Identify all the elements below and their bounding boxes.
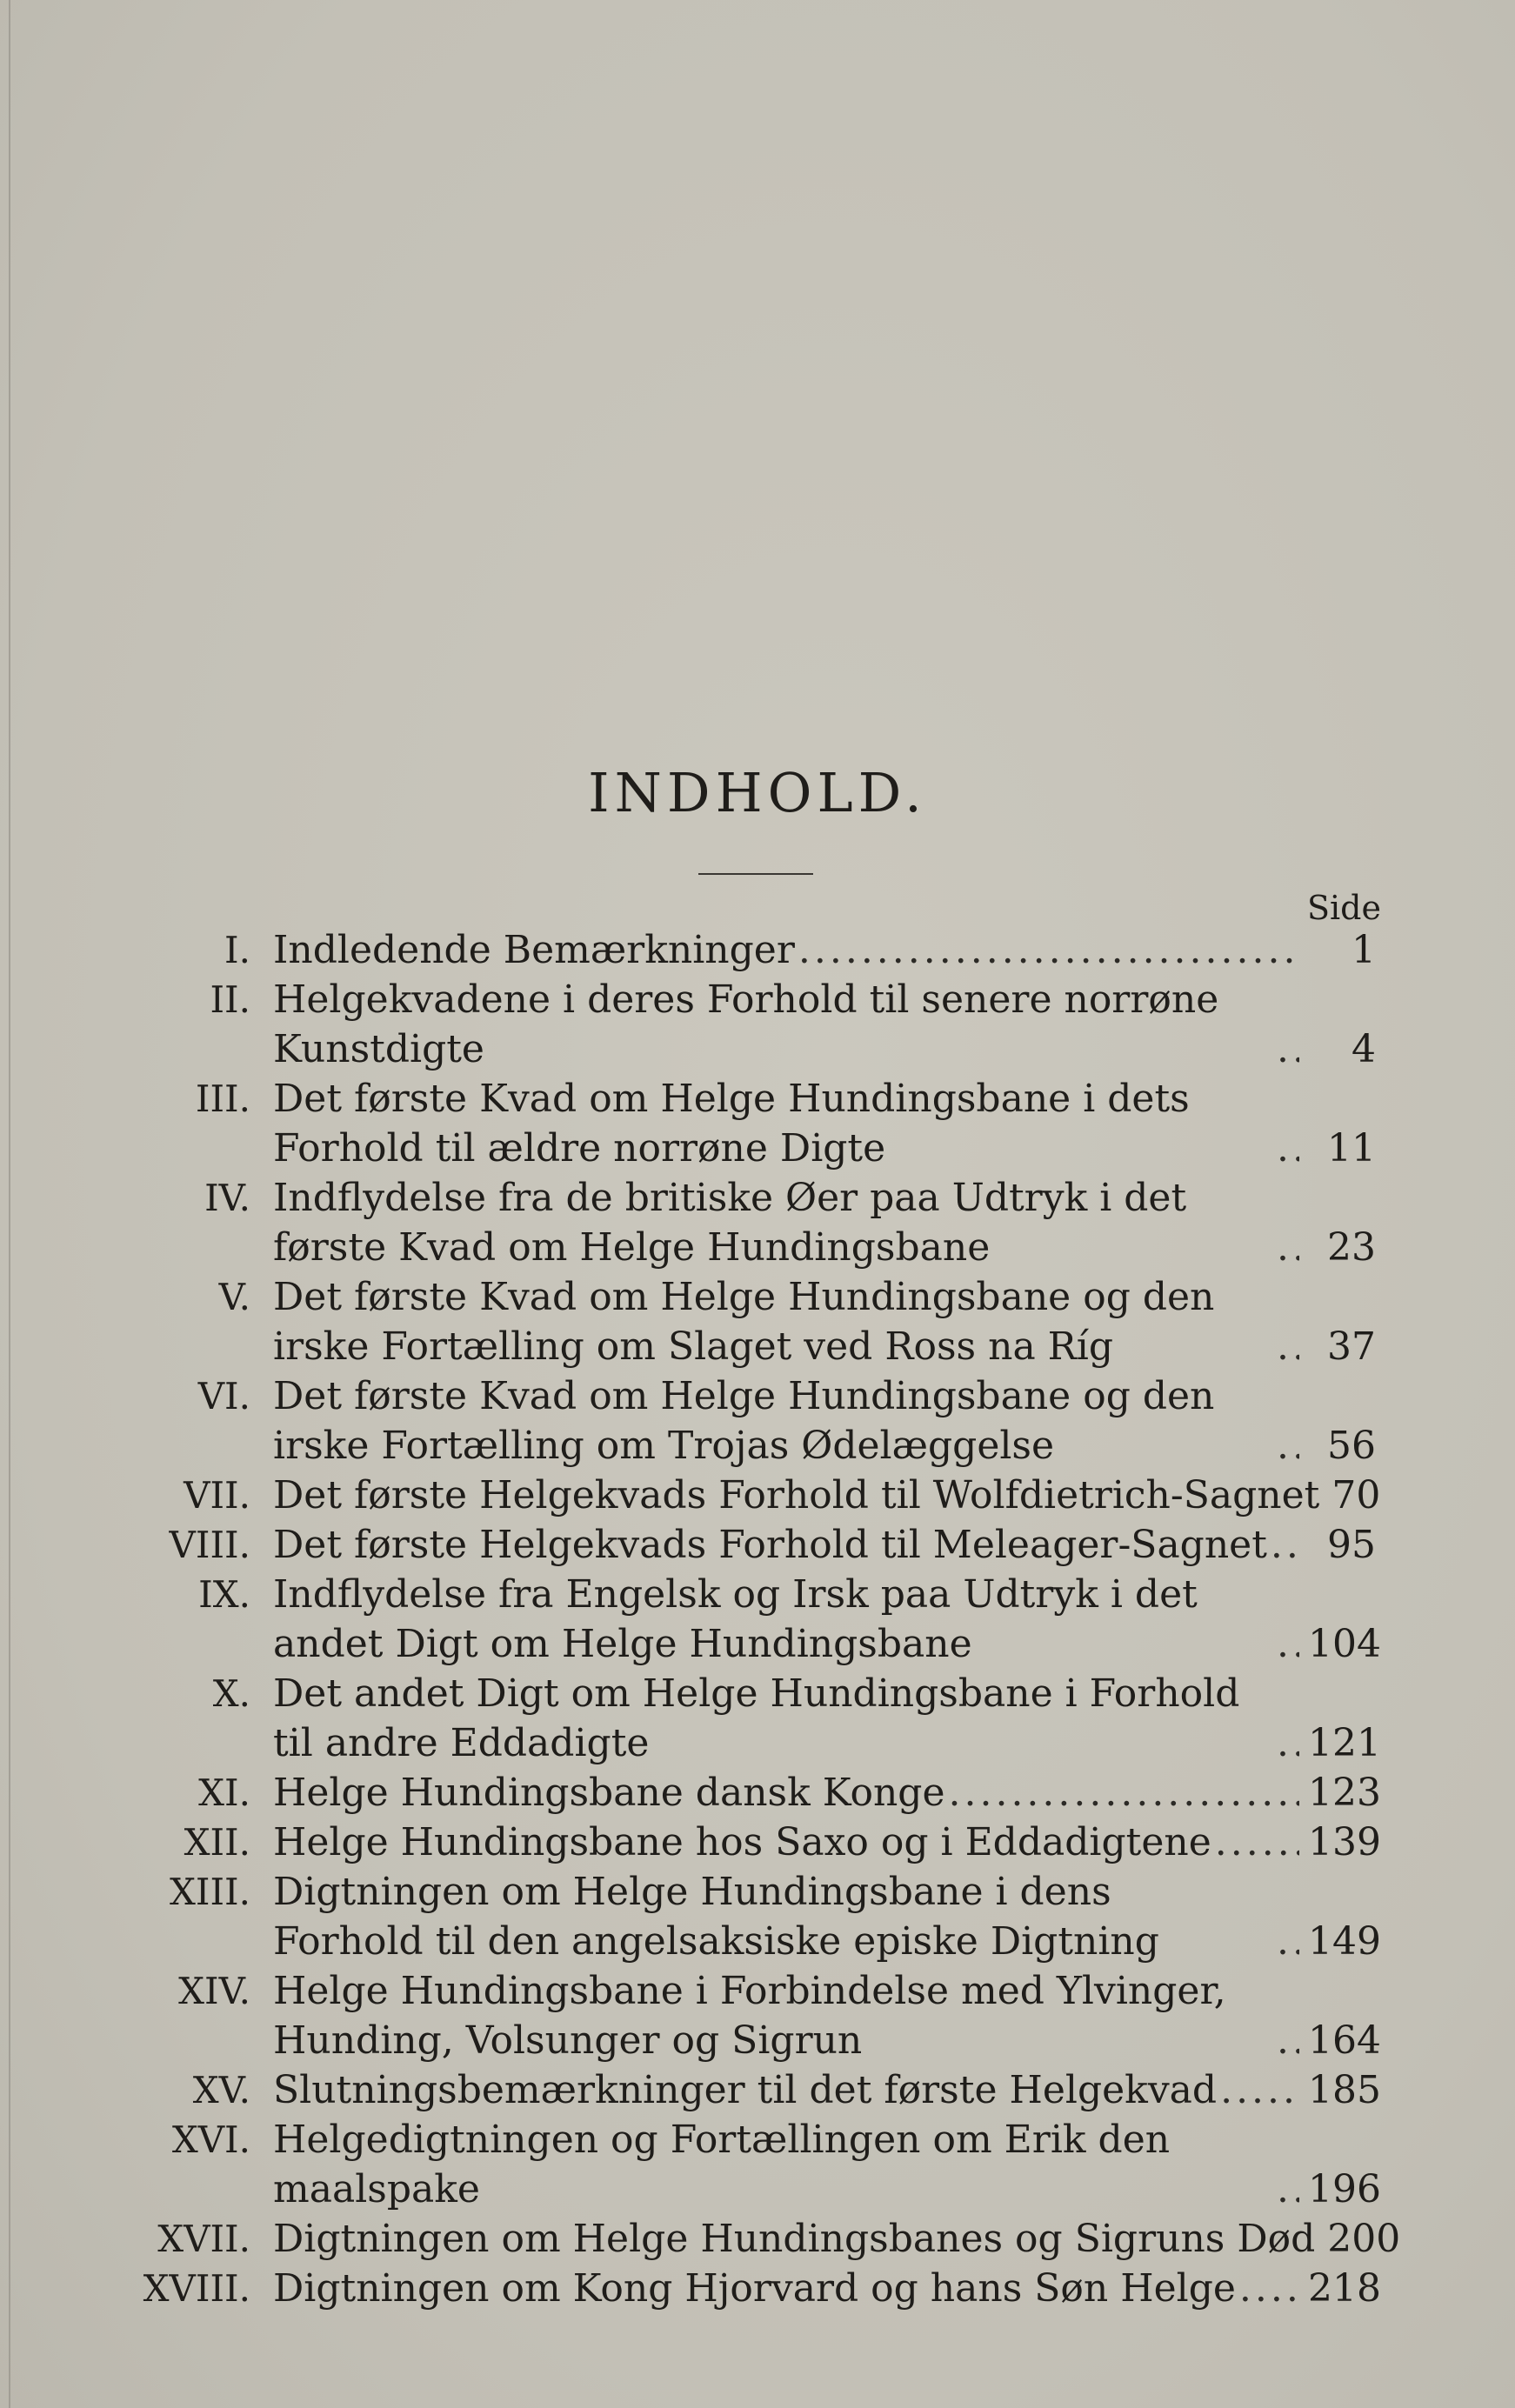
dot-leader [1215,1818,1299,1867]
dot-leader [1277,1322,1299,1371]
toc-entry [0,925,1515,975]
page-number: 56 [1327,1424,1376,1468]
chapter-title: Det første Kvad om Helge Hundingsbane i dets Forhold til ældre norrøne Digte [273,1077,1190,1171]
page-number: 218 [1308,2266,1381,2311]
chapter-number: XVII. [157,2218,250,2260]
page-number: 104 [1308,1622,1381,1666]
chapter-number: XI. [198,1771,250,1814]
dot-leader [1277,1917,1299,1966]
chapter-number: XVIII. [143,2267,250,2310]
dot-leader [1277,1024,1299,1074]
chapter-title: Digtningen om Kong Hjorvard og hans Søn Helge [273,2266,1236,2311]
chapter-title: Det første Helgekvads Forhold til Wolfdietrich-Sagnet [273,1473,1320,1518]
toc-entry [0,1570,1515,1669]
page-number: 196 [1308,2167,1381,2211]
dot-leader [1239,2264,1299,2313]
chapter-title: Helgekvadene i deres Forhold til senere norrøne Kunstdigte [273,977,1219,1071]
toc-entry [0,1371,1515,1471]
toc-entry [0,975,1515,1074]
page-number: 149 [1308,1919,1381,1964]
toc-entry [0,1966,1515,2065]
chapter-number: VI. [197,1375,250,1417]
page-title: INDHOLD. [588,761,927,824]
page-number: 185 [1308,2068,1381,2112]
chapter-title: Det første Helgekvads Forhold til Meleager-Sagnet [273,1523,1267,1567]
dot-leader [798,925,1299,975]
chapter-number: VII. [184,1474,250,1517]
chapter-title: Indledende Bemærkninger [273,928,795,972]
chapter-number: XIV. [178,1970,250,2012]
page-number: 1 [1351,928,1376,972]
toc-entry [0,1669,1515,1768]
chapter-title: Helgedigtningen og Fortællingen om Erik den maalspake [273,2118,1171,2211]
chapter-title: Det første Kvad om Helge Hundingsbane og den irske Fortælling om Slaget ved Ross na Ríg [273,1275,1215,1369]
dot-leader [1271,1520,1299,1570]
table-of-contents [0,925,1515,2313]
chapter-number: III. [195,1077,250,1120]
toc-entry [0,1818,1515,1867]
toc-entry [0,1867,1515,1966]
chapter-title: Det første Kvad om Helge Hundingsbane og den irske Fortælling om Trojas Ødelæggelse [273,1374,1215,1468]
page-number: 121 [1308,1721,1381,1765]
chapter-number: VIII. [169,1524,250,1566]
toc-entry [0,1173,1515,1272]
title-rule [698,873,813,875]
dot-leader [1277,1223,1299,1272]
page-number: 4 [1351,1027,1376,1071]
chapter-number: I. [224,929,250,971]
chapter-title: Helge Hundingsbane hos Saxo og i Eddadigtene [273,1820,1211,1864]
toc-entry [0,1074,1515,1173]
chapter-title: Indflydelse fra de britiske Øer paa Udtryk i det første Kvad om Helge Hundingsbane [273,1176,1187,1270]
chapter-title: Slutningsbemærkninger til det første Helgekvad [273,2068,1218,2112]
page-number: 200 [1327,2217,1401,2261]
dot-leader [1277,1421,1299,1471]
toc-entry [0,1272,1515,1371]
chapter-title: Digtningen om Helge Hundingsbanes og Sigruns Død [273,2217,1316,2261]
page-number: 123 [1308,1771,1381,1815]
chapter-number: X. [212,1672,250,1715]
page-number: 70 [1331,1473,1381,1518]
chapter-number: XIII. [169,1871,250,1913]
chapter-title: Helge Hundingsbane i Forbindelse med Ylvinger, Hunding, Volsunger og Sigrun [273,1969,1226,2063]
page-number: 139 [1308,1820,1381,1864]
page-number: 37 [1327,1324,1376,1369]
toc-entry [0,2065,1515,2115]
dot-leader [1277,1718,1299,1768]
chapter-title: Helge Hundingsbane dansk Konge [273,1771,945,1815]
page-number: 23 [1327,1225,1376,1270]
chapter-number: II. [210,978,250,1021]
toc-entry [0,2264,1515,2313]
page-number: 11 [1327,1126,1376,1171]
side-column-label: Side [1307,889,1381,927]
chapter-number: XII. [184,1821,250,1864]
page-number: 95 [1327,1523,1376,1567]
chapter-title: Indflydelse fra Engelsk og Irsk paa Udtryk i det andet Digt om Helge Hundingsbane [273,1572,1198,1666]
chapter-number: IV. [204,1177,250,1219]
toc-entry [0,2115,1515,2214]
chapter-number: XV. [192,2069,250,2111]
toc-entry [0,1471,1515,1520]
chapter-title: Digtningen om Helge Hundingsbane i dens Forhold til den angelsaksiske episke Digtning [273,1870,1159,1964]
dot-leader [1277,1619,1299,1669]
toc-entry [0,1768,1515,1818]
dot-leader [1277,1124,1299,1173]
dot-leader [1220,2065,1299,2115]
toc-entry [0,1520,1515,1570]
toc-entry [0,2214,1515,2264]
chapter-number: XVI. [171,2118,250,2161]
page-number: 164 [1308,2018,1381,2063]
chapter-title: Det andet Digt om Helge Hundingsbane i Forhold til andre Eddadigte [273,1671,1240,1765]
chapter-number: IX. [198,1573,250,1616]
dot-leader [949,1768,1300,1818]
dot-leader [1277,2016,1299,2065]
chapter-number: V. [218,1276,250,1318]
dot-leader [1277,2165,1299,2214]
